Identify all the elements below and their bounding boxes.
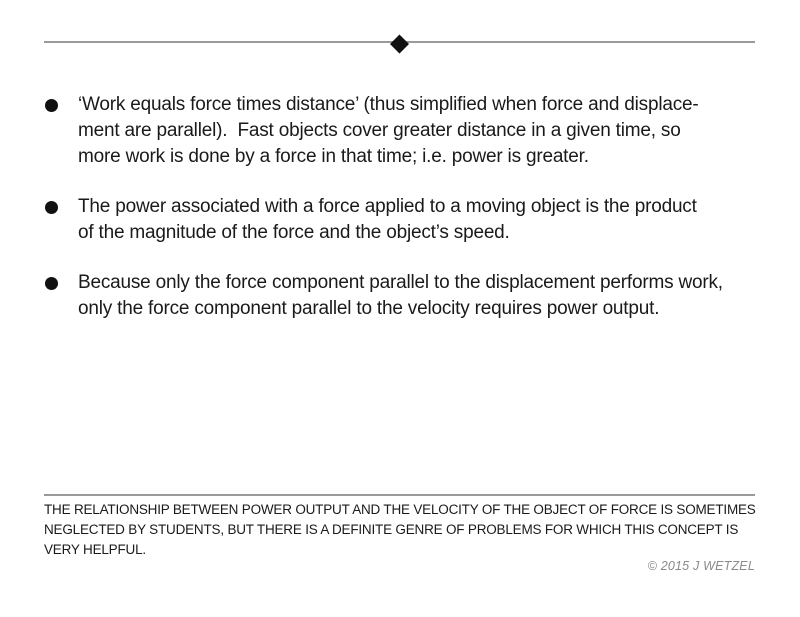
bullet-icon — [45, 201, 58, 214]
bullet-item-work-distance — [45, 92, 760, 170]
diamond-icon: ◆ — [389, 27, 410, 57]
bullet-line: The power associated with a force applied to a moving object is the product — [78, 196, 697, 217]
bullet-line: ‘Work equals force times distance’ (thus simplified when force and displace- — [78, 94, 699, 115]
bullet-list — [45, 92, 760, 322]
copyright-text: © 2015 J WETZEL — [647, 559, 755, 573]
bullet-line: more work is done by a force in that time; i.e. power is greater. — [78, 146, 589, 167]
bullet-text — [78, 194, 697, 246]
footer-note — [44, 500, 756, 560]
bullet-line: only the force component parallel to the velocity requires power output. — [78, 298, 660, 319]
bullet-item-power-product — [45, 194, 760, 246]
bullet-line: of the magnitude of the force and the object’s speed. — [78, 222, 510, 243]
bottom-divider — [44, 494, 755, 496]
footer-note-line: THE RELATIONSHIP BETWEEN POWER OUTPUT AND THE VELOCITY OF THE OBJECT OF FORCE IS SOMETIMES — [44, 502, 756, 517]
bullet-item-parallel-component — [45, 270, 760, 322]
bullet-text — [78, 270, 723, 322]
bullet-icon — [45, 277, 58, 290]
footer-note-line: NEGLECTED BY STUDENTS, BUT THERE IS A DEFINITE GENRE OF PROBLEMS FOR WHICH THIS CONCEPT IS — [44, 522, 739, 537]
top-divider — [44, 27, 755, 57]
footer-note-line: VERY HELPFUL. — [44, 542, 146, 557]
bullet-icon — [45, 99, 58, 112]
bullet-line: ment are parallel). Fast objects cover greater distance in a given time, so — [78, 120, 681, 141]
bullet-text — [78, 92, 699, 170]
bullet-line: Because only the force component parallel to the displacement performs work, — [78, 272, 723, 293]
